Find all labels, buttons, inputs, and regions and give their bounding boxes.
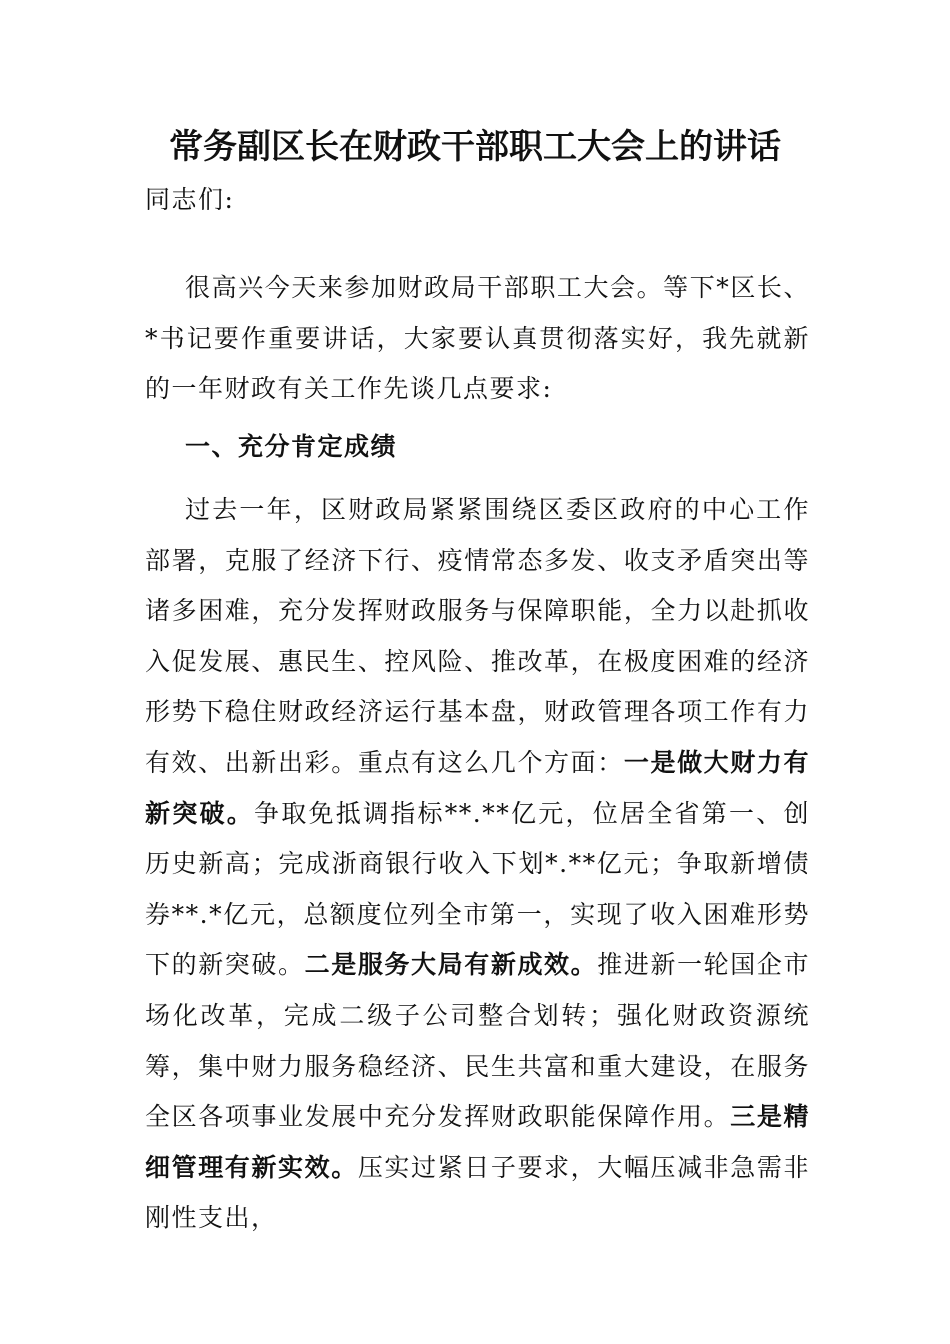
paragraph-intro: 过去一年，区财政局紧紧围绕区委区政府的中心工作部署，克服了经济下行、疫情常态多发、收支矛盾突出等诸多困难，充分发挥财政服务与保障职能，全力以赴抓收入促发展、惠民生、控风险、推改革，在极度困难的经济形势下稳住财政经济运行基本盘，财政管理各项工作有力有效、出新出彩。重点有这么几个方面： (145, 495, 810, 777)
achievements-paragraph (145, 485, 810, 1244)
point-three-text: 压实过紧日子要求，大幅压减非急需非刚性支出， (145, 1152, 810, 1233)
section-heading: 一、充分肯定成绩 (185, 432, 398, 461)
point-one-title: 一是做大财力有新突破。 (145, 747, 810, 828)
point-one-text: 争取免抵调指标**.**亿元，位居全省第一、创历史新高；完成浙商银行收入下划*.**亿元；争取新增债券**.*亿元，总额度位列全市第一，实现了收入困难形势下的新突破。 (145, 798, 810, 980)
point-two-text: 推进新一轮国企市场化改革，完成二级子公司整合划转；强化财政资源统筹，集中财力服务稳经济、民生共富和重大建设，在服务全区各项事业发展中充分发挥财政职能保障作用。 (145, 950, 810, 1132)
point-three-title: 三是精细管理有新实效。 (145, 1102, 810, 1182)
salutation: 同志们: (145, 185, 235, 214)
opening-paragraph: 很高兴今天来参加财政局干部职工大会。等下*区长、*书记要作重要讲话，大家要认真贯彻落实好，我先就新的一年财政有关工作先谈几点要求: (145, 273, 810, 404)
document-title: 常务副区长在财政干部职工大会上的讲话 (169, 127, 781, 167)
point-two-title: 二是服务大局有新成效。 (304, 950, 598, 980)
